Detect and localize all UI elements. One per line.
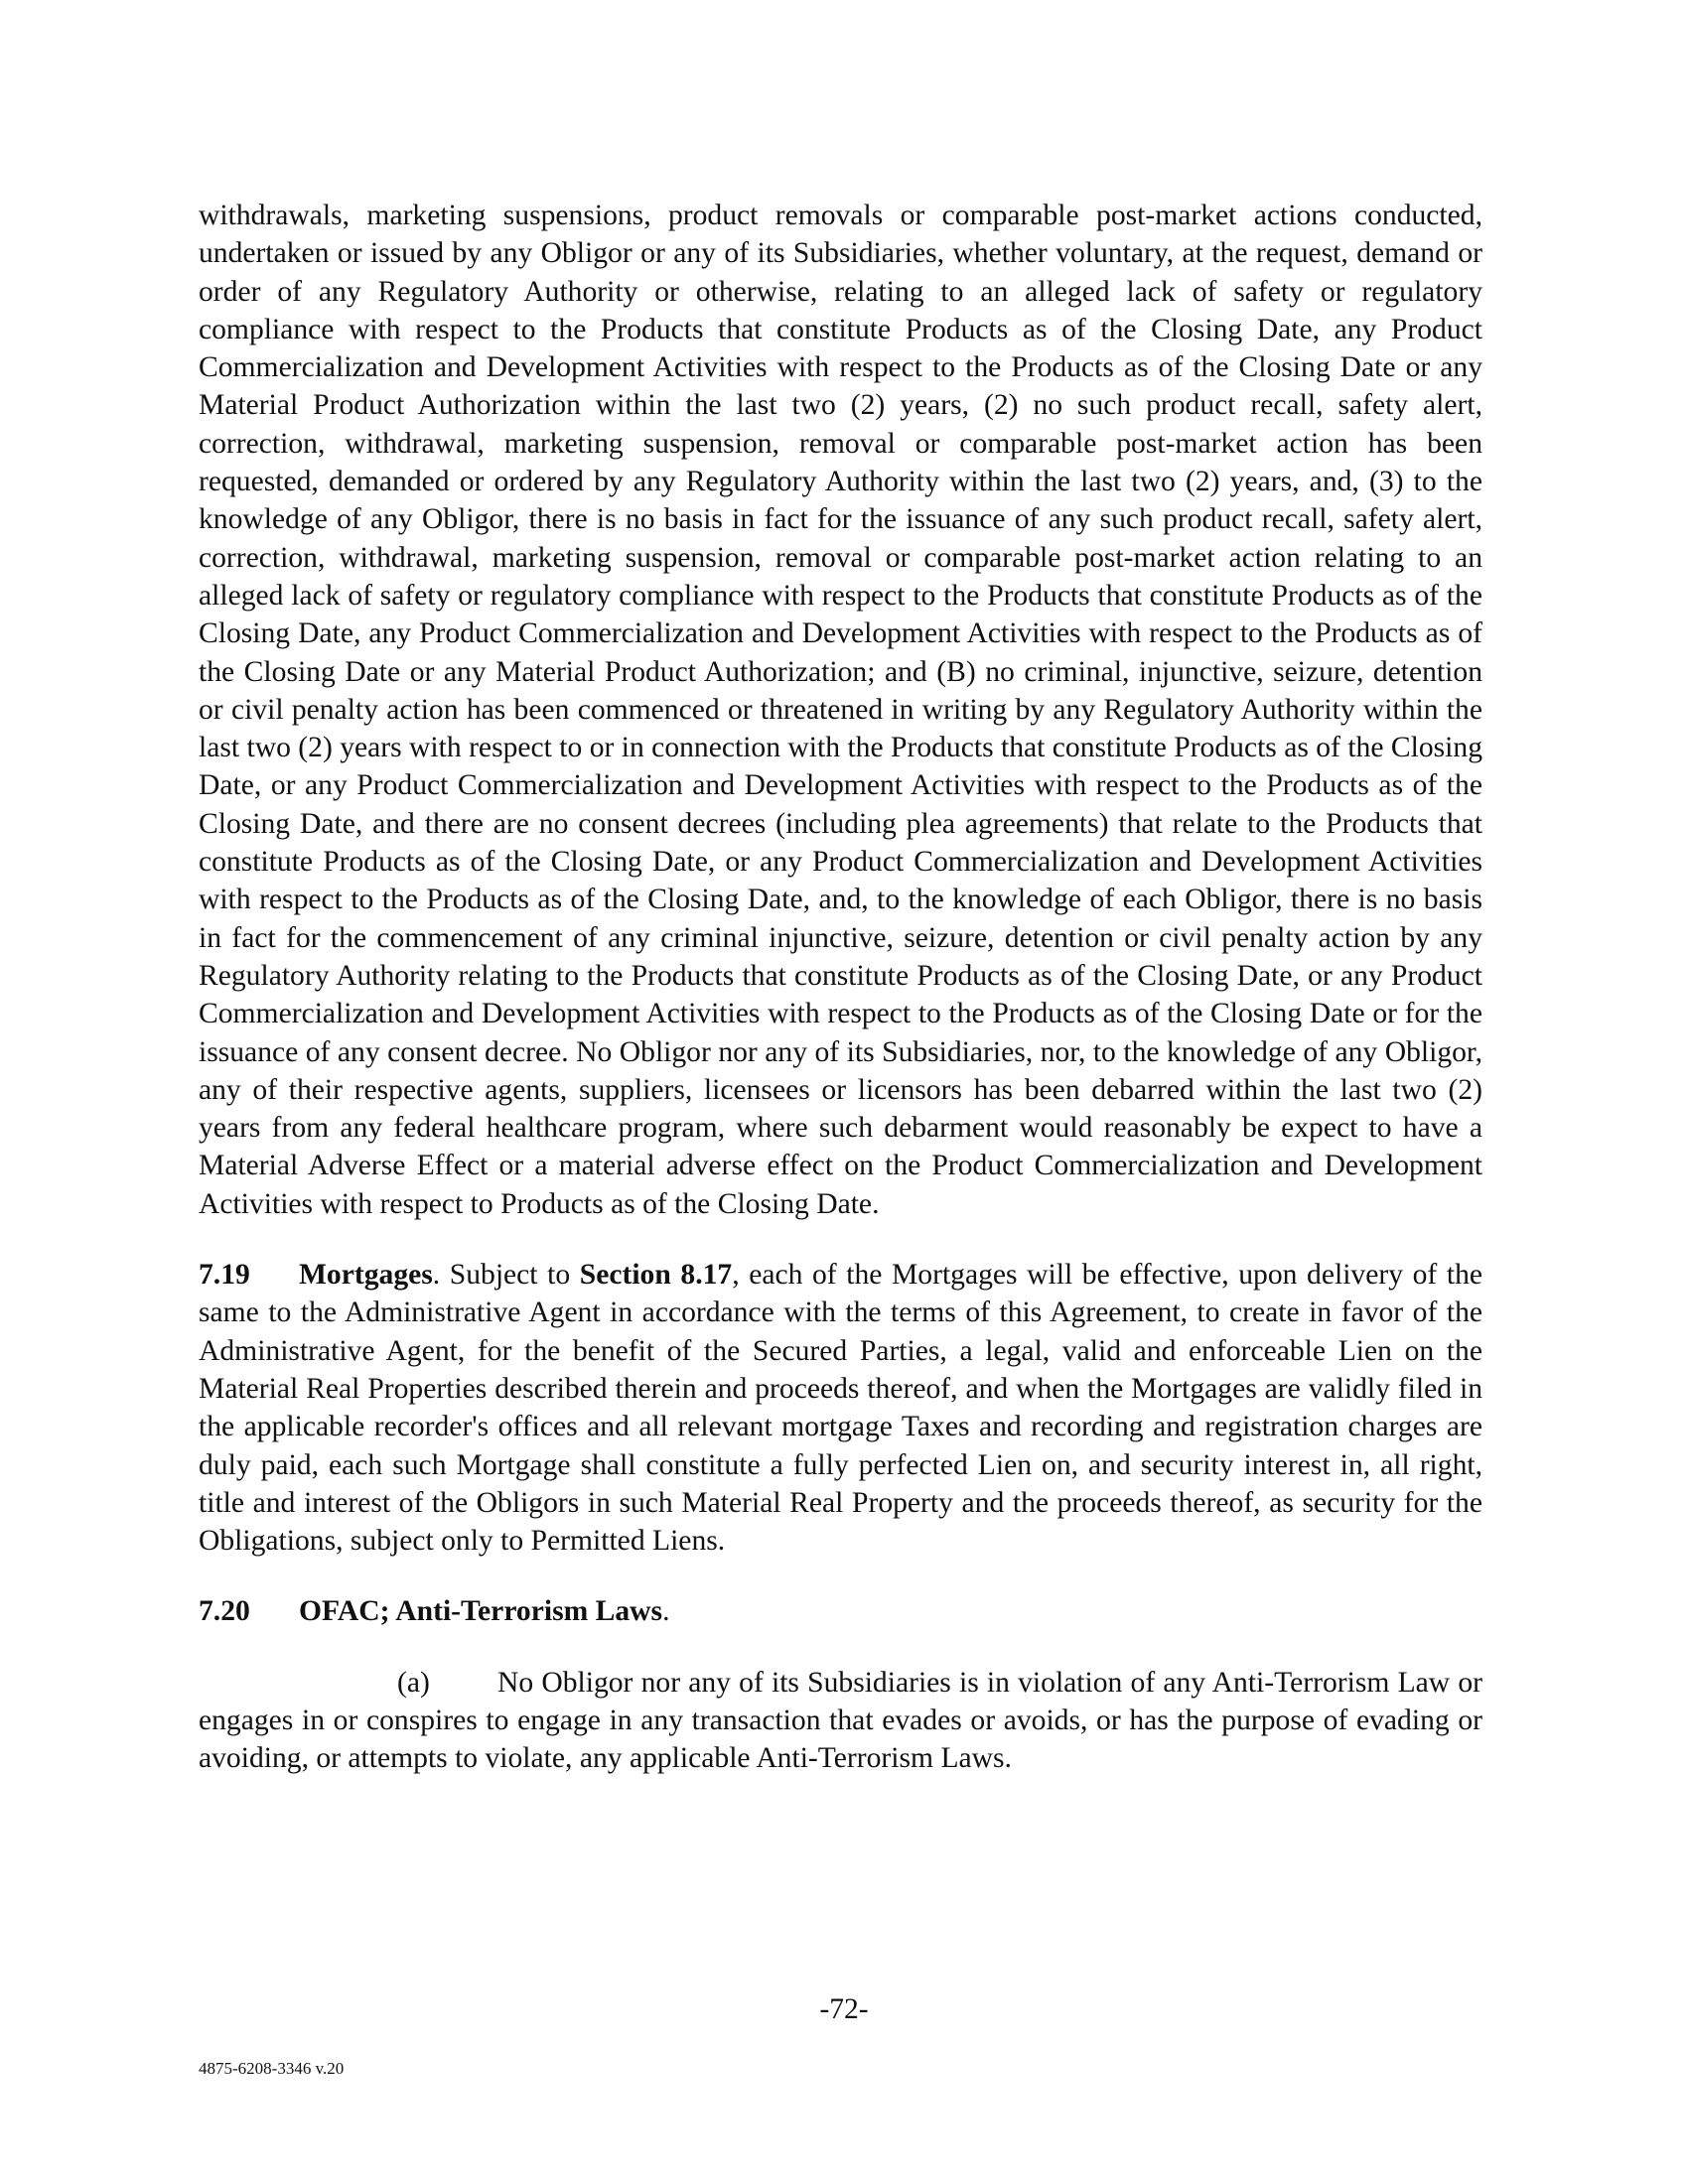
section-7-20-title: OFAC; Anti-Terrorism Laws (299, 1595, 663, 1628)
section-7-19-paragraph (199, 1256, 1482, 1560)
section-7-20-heading (199, 1592, 1482, 1630)
section-7-19-title: Mortgages (299, 1259, 433, 1292)
continuation-paragraph: withdrawals, marketing suspensions, product removals or comparable post-market actions conducted, undertaken or issued by any Obligor or any of its Subsidiaries, whether voluntary, at the request, demand or order of any Regulatory Authority or otherwise, relating to an alleged lack of safety or regulatory compliance with respect to the Products that constitute Products as of the Closing Date, any Product Commercialization and Development Activities with respect to the Products as of the Closing Date or any Material Product Authorization within the last two (2) years, (2) no such product recall, safety alert, correction, withdrawal, marketing suspension, removal or comparable post-market action has been requested, demanded or ordered by any Regulatory Authority within the last two (2) years, and, (3) to the knowledge of any Obligor, there is no basis in fact for the issuance of any such product recall, safety alert, correction, withdrawal, marketing suspension, removal or comparable post-market action relating to an alleged lack of safety or regulatory compliance with respect to the Products that constitute Products as of the Closing Date, any Product Commercialization and Development Activities with respect to the Products as of the Closing Date or any Material Product Authorization; and (B) no criminal, injunctive, seizure, detention or civil penalty action has been commenced or threatened in writing by any Regulatory Authority within the last two (2) years with respect to or in connection with the Products that constitute Products as of the Closing Date, or any Product Commercialization and Development Activities with respect to the Products as of the Closing Date, and there are no consent decrees (including plea agreements) that relate to the Products that constitute Products as of the Closing Date, or any Product Commercialization and Development Activities with respect to the Products as of the Closing Date, and, to the knowledge of each Obligor, there is no basis in fact for the commencement of any criminal injunctive, seizure, detention or civil penalty action by any Regulatory Authority relating to the Products that constitute Products as of the Closing Date, or any Product Commercialization and Development Activities with respect to the Products as of the Closing Date or for the issuance of any consent decree. No Obligor nor any of its Subsidiaries, nor, to the knowledge of any Obligor, any of their respective agents, suppliers, licensees or licensors has been debarred within the last two (2) years from any federal healthcare program, where such debarment would reasonably be expect to have a Material Adverse Effect or a material adverse effect on the Product Commercialization and Development Activities with respect to Products as of the Closing Date. (199, 200, 1482, 1220)
subsection-a-text: No Obligor nor any of its Subsidiaries is in violation of any Anti-Terrorism Law or engages in or conspires to engage in any transaction that evades or avoids, or has the purpose of evading or avoiding, or attempts to violate, any applicable Anti-Terrorism Laws. (199, 1666, 1482, 1775)
section-7-20-title-punct: . (662, 1595, 670, 1628)
section-7-20-number: 7.20 (199, 1595, 250, 1628)
page-number: -72- (819, 1993, 869, 2025)
section-8-17-reference: Section 8.17 (579, 1259, 733, 1292)
section-7-20-subsection-a (199, 1664, 1482, 1778)
section-7-19-body: , each of the Mortgages will be effective, upon delivery of the same to the Administrative Agent in accordance with the terms of this Agreement, to create in favor of the Administrative Agent, for the benefit of the Secured Parties, a legal, valid and enforceable Lien on the Material Real Properties described therein and proceeds thereof, and when the Mortgages are validly filed in the applicable recorder's offices and all relevant mortgage Taxes and recording and registration charges are duly paid, each such Mortgage shall constitute a fully perfected Lien on, and security interest in, all right, title and interest of the Obligors in such Material Real Property and the proceeds thereof, as security for the Obligations, subject only to Permitted Liens. (199, 1259, 1483, 1558)
section-7-19-title-punct: . (432, 1259, 441, 1292)
document-id: 4875-6208-3346 v.20 (199, 2059, 345, 2078)
section-7-19-lead: Subject to (440, 1259, 580, 1292)
subsection-a-label: (a) (397, 1666, 430, 1699)
section-7-19-number: 7.19 (199, 1259, 250, 1292)
page-body (199, 197, 1482, 1778)
